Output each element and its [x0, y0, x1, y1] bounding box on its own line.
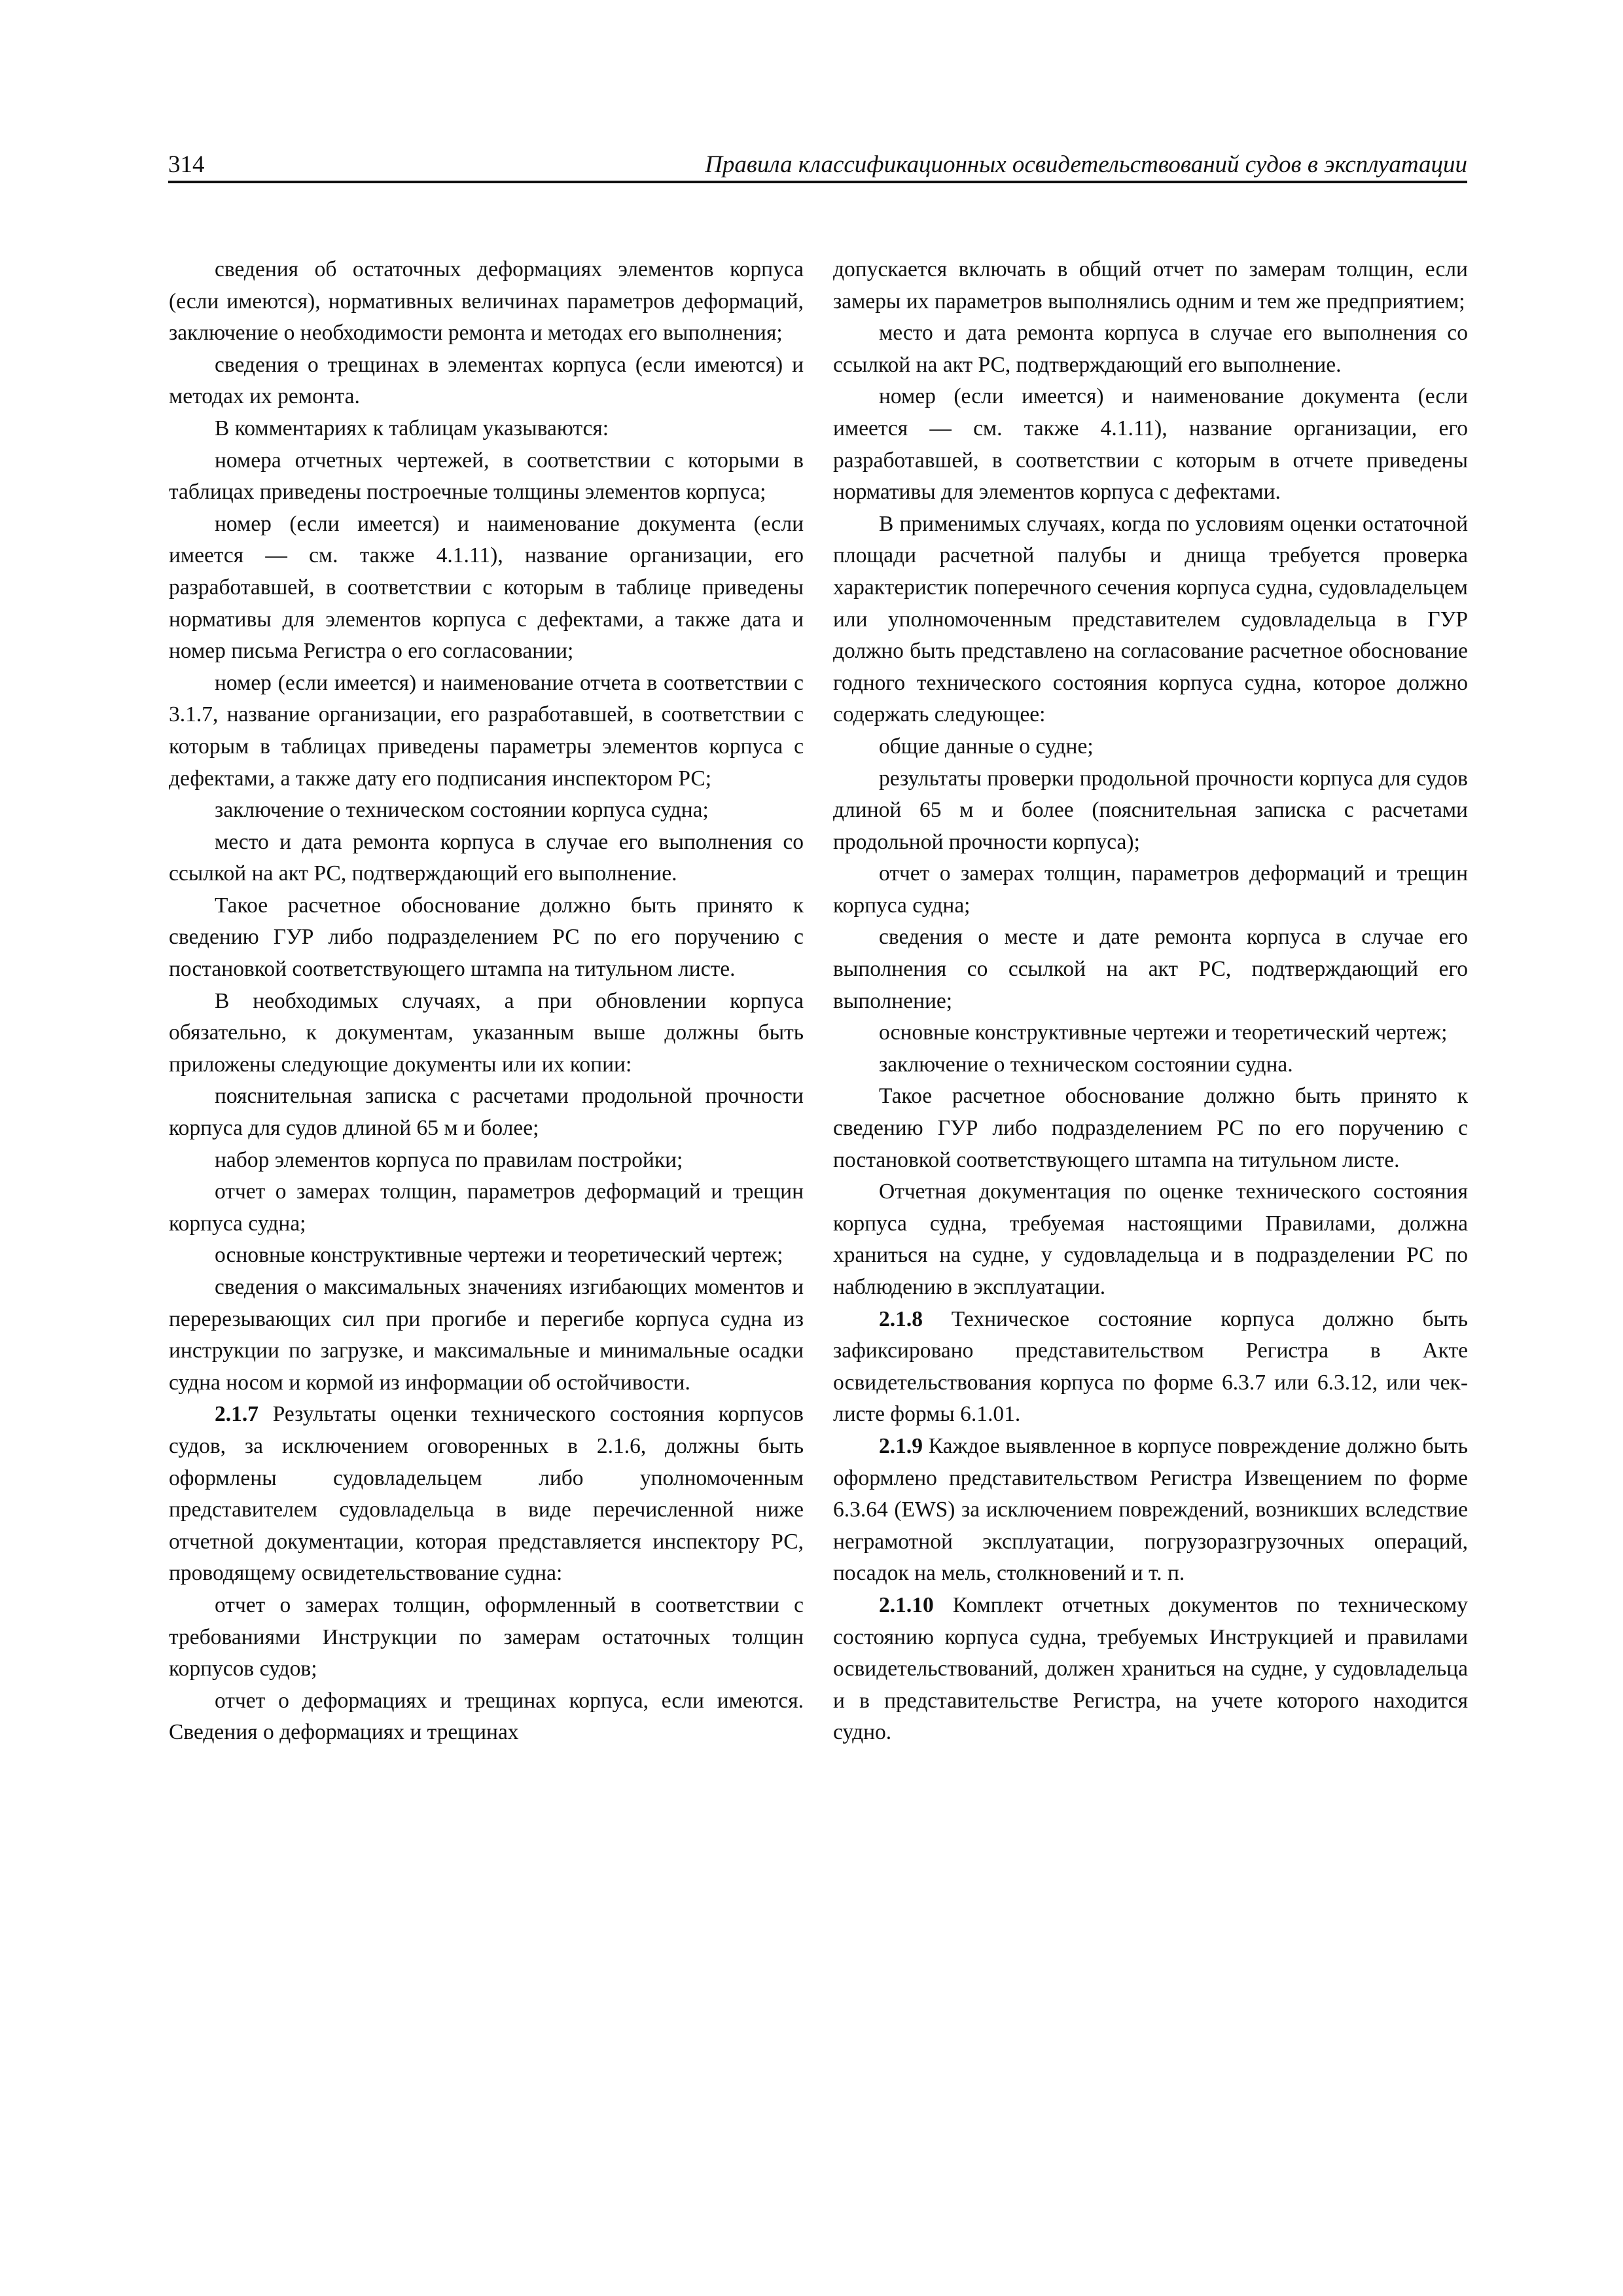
paragraph: отчет о замерах толщин, параметров деформаций и трещин корпуса судна;	[169, 1179, 804, 1236]
paragraph: набор элементов корпуса по правилам постройки;	[215, 1147, 683, 1172]
paragraph: Отчетная документация по оценке технического состояния корпуса судна, требуемая настоящими Правилами, должна храниться на судне, у судовладельца и в подразделении РС по наблюдению в эксплуатации.	[833, 1179, 1468, 1299]
section-2-1-10	[833, 1590, 1468, 1749]
paragraph: сведения о максимальных значениях изгибающих моментов и перерезывающих сил при прогибе и перегибе корпуса судна из инструкции по загрузке, и максимальные и минимальные осадки судна носом и кормой из информации об остойчивости.	[169, 1275, 804, 1395]
paragraph-continued: допускается включать в общий отчет по замерам толщин, если замеры их параметров выполнялись одним и тем же предприятием;	[833, 257, 1468, 314]
paragraph: номер (если имеется) и наименование документа (если имеется — см. также 4.1.11), название организации, его разработавшей, в соответствии с которым в таблице приведены нормативы для элементов корпуса с дефектами, а также дата и номер письма Регистра о его согласовании;	[169, 511, 804, 664]
paragraph: номера отчетных чертежей, в соответствии с которыми в таблицах приведены построечные толщины элементов корпуса;	[169, 448, 804, 505]
paragraph: отчет о замерах толщин, параметров деформаций и трещин корпуса судна;	[833, 861, 1468, 918]
page-header	[168, 149, 1467, 183]
right-column	[833, 254, 1468, 1749]
left-column	[169, 254, 804, 1749]
paragraph: основные конструктивные чертежи и теоретический чертеж;	[215, 1243, 783, 1268]
section-2-1-8	[833, 1304, 1468, 1431]
section-number: 2.1.9	[879, 1433, 923, 1458]
paragraph: место и дата ремонта корпуса в случае его выполнения со ссылкой на акт РС, подтверждающий его выполнение.	[833, 321, 1468, 377]
paragraph: номер (если имеется) и наименование документа (если имеется — см. также 4.1.11), название организации, его разработавшей, в соответствии с которым в отчете приведены нормативы для элементов корпуса с дефектами.	[833, 384, 1468, 505]
section-text: Комплект отчетных документов по техническому состоянию корпуса судна, требуемых Инструкцией и правилами освидетельствований, должен храниться на судне, у судовладельца и в представительстве Регистра, на учете которого находится судно.	[833, 1592, 1468, 1745]
paragraph: сведения о трещинах в элементах корпуса (если имеются) и методах их ремонта.	[169, 352, 804, 409]
paragraph: заключение о техническом состоянии корпуса судна;	[215, 798, 709, 823]
paragraph: общие данные о судне;	[879, 734, 1094, 759]
paragraph: В необходимых случаях, а при обновлении корпуса обязательно, к документам, указанным выше должны быть приложены следующие документы или их копии:	[169, 988, 804, 1077]
paragraph: Такое расчетное обоснование должно быть принято к сведению ГУР либо подразделением РС по его поручению с постановкой соответствующего штампа на титульном листе.	[169, 893, 804, 982]
section-text: Каждое выявленное в корпусе повреждение должно быть оформлено представительством Регистра Извещением по форме 6.3.64 (EWS) за исключением повреждений, возникших вследствие неграмотной эксплуатации, погрузоразгрузочных операций, посадок на мель, столкновений и т. п.	[833, 1433, 1468, 1586]
paragraph: В комментариях к таблицам указываются:	[215, 416, 609, 440]
section-text: Техническое состояние корпуса должно быть зафиксировано представительством Регистра в Акте освидетельствования корпуса по форме 6.3.7 или 6.3.12, или чек-листе формы 6.1.01.	[833, 1306, 1468, 1427]
paragraph: основные конструктивные чертежи и теоретический чертеж;	[879, 1020, 1448, 1045]
paragraph: номер (если имеется) и наименование отчета в соответствии с 3.1.7, название организации, его разработавшей, в соответствии с которым в таблицах приведены параметры элементов корпуса с дефектами, а также дату его подписания инспектором РС;	[169, 670, 804, 791]
paragraph: В применимых случаях, когда по условиям оценки остаточной площади расчетной палубы и днища требуется проверка характеристик поперечного сечения корпуса судна, судовладельцем или уполномоченным представителем судовладельца в ГУР должно быть представлено на согласование расчетное обоснование годного технического состояния корпуса судна, которое должно содержать следующее:	[833, 511, 1468, 727]
page-number: 314	[168, 151, 205, 178]
paragraph: сведения о месте и дате ремонта корпуса в случае его выполнения со ссылкой на акт РС, подтверждающий его выполнение;	[833, 925, 1468, 1013]
paragraph: Такое расчетное обоснование должно быть принято к сведению ГУР либо подразделением РС по его поручению с постановкой соответствующего штампа на титульном листе.	[833, 1084, 1468, 1172]
paragraph: результаты проверки продольной прочности корпуса для судов длиной 65 м и более (пояснительная записка с расчетами продольной прочности корпуса);	[833, 766, 1468, 854]
paragraph: место и дата ремонта корпуса в случае его выполнения со ссылкой на акт РС, подтверждающий его выполнение.	[169, 829, 804, 886]
section-2-1-7	[169, 1399, 804, 1590]
running-title: Правила классификационных освидетельствований судов в эксплуатации	[705, 151, 1467, 178]
section-number: 2.1.8	[879, 1306, 923, 1331]
paragraph: заключение о техническом состоянии судна.	[879, 1052, 1293, 1077]
section-text: Результаты оценки технического состояния корпусов судов, за исключением оговоренных в 2.1.6, должны быть оформлены судовладельцем либо уполномоченным представителем судовладельца в виде перечисленной ниже отчетной документации, которая представляется инспектору РС, проводящему освидетельствование судна:	[169, 1402, 804, 1586]
section-number: 2.1.7	[215, 1402, 259, 1427]
paragraph: сведения об остаточных деформациях элементов корпуса (если имеются), нормативных величинах параметров деформаций, заключение о необходимости ремонта и методах его выполнения;	[169, 257, 804, 346]
section-number: 2.1.10	[879, 1592, 934, 1617]
section-2-1-9	[833, 1431, 1468, 1590]
paragraph: отчет о деформациях и трещинах корпуса, если имеются. Сведения о деформациях и трещинах	[169, 1688, 804, 1745]
paragraph: пояснительная записка с расчетами продольной прочности корпуса для судов длиной 65 м и более;	[169, 1084, 804, 1141]
paragraph: отчет о замерах толщин, оформленный в соответствии с требованиями Инструкции по замерам остаточных толщин корпусов судов;	[169, 1592, 804, 1681]
